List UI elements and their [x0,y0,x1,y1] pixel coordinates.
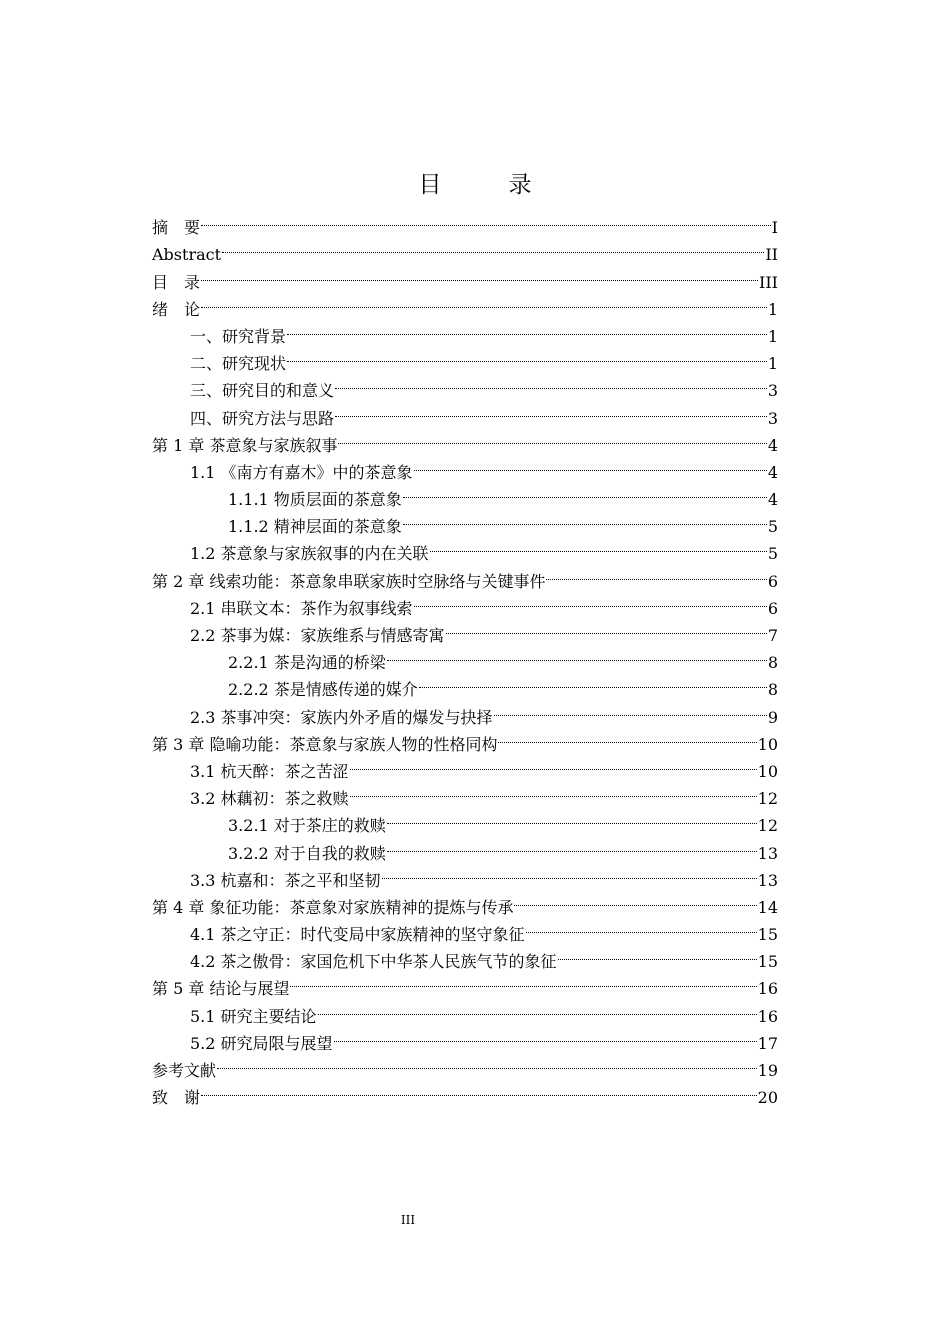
toc-dot-leader [414,451,767,478]
toc-dot-leader [430,532,767,559]
toc-entry-page: 4 [767,490,778,510]
toc-entry-page: III [759,272,778,292]
toc-entry-label: 第 4 章 象征功能：茶意象对家族精神的提炼与传承 [152,897,514,917]
toc-entry-page: 1 [767,299,778,319]
toc-entry-label: 4.1 茶之守正：时代变局中家族精神的坚守象征 [190,925,525,945]
toc-entry-page: II [765,245,778,265]
toc-entry-label: 二、研究现状 [190,354,287,374]
table-of-contents [152,206,778,1108]
toc-entry-page: 13 [757,870,778,890]
toc-entry-page: 19 [757,1061,778,1080]
toc-entry-page: 5 [767,544,778,564]
toc-entry-label: 一、研究背景 [190,326,287,346]
toc-entry-page: 8 [767,680,778,700]
toc-entry-page: 1 [767,326,778,346]
toc-dot-leader [387,804,757,831]
toc-dot-leader [201,288,767,315]
toc-entry-label: 1.1.2 精神层面的茶意象 [228,517,402,537]
toc-entry-label: 1.1.1 物质层面的茶意象 [228,490,402,510]
toc-entry-page: 10 [757,761,778,781]
toc-entry[interactable] [152,233,778,265]
toc-dot-leader [287,342,767,369]
toc-entry-page: 7 [767,626,778,645]
toc-dot-leader [494,695,767,722]
toc-entry[interactable] [152,206,778,238]
toc-entry-label: 2.1 串联文本：茶作为叙事线索 [190,598,413,618]
toc-entry-label: 第 2 章 线索功能：茶意象串联家族时空脉络与关键事件 [152,571,546,591]
toc-dot-leader [287,315,767,342]
toc-entry-label: 摘 要 [152,218,201,238]
toc-entry-label: 2.3 茶事冲突：家族内外矛盾的爆发与抉择 [190,707,493,727]
toc-entry-label: 3.2.1 对于茶庄的救赎 [228,816,386,836]
toc-entry-page: I [771,218,778,238]
toc-entry-label: 三、研究目的和意义 [190,381,335,401]
toc-entry-label: 2.2.1 茶是沟通的桥梁 [228,653,386,673]
page-title: 目 录 [418,172,554,198]
page-number-footer: III [400,1213,416,1227]
toc-dot-leader [403,505,767,532]
toc-dot-leader [498,723,756,750]
toc-dot-leader [514,886,756,913]
toc-entry-label: 目 录 [152,272,201,292]
toc-entry[interactable] [152,1049,778,1080]
toc-entry-label: 3.2 林藕初：茶之救赎 [190,789,349,809]
toc-dot-leader [419,668,767,695]
toc-entry-label: 四、研究方法与思路 [190,408,335,428]
toc-entry-page: 4 [767,435,778,455]
toc-entry-page: 12 [757,789,778,809]
toc-dot-leader [335,369,767,396]
toc-entry-page: 1 [767,354,778,374]
toc-entry-page: 9 [767,707,778,727]
toc-entry-label: 1.2 茶意象与家族叙事的内在关联 [190,544,429,564]
toc-entry-page: 15 [757,952,778,972]
toc-entry-label: 第 3 章 隐喻功能：茶意象与家族人物的性格同构 [152,734,498,754]
toc-entry-page: 3 [767,408,778,428]
toc-entry-label: 绪 论 [152,299,201,319]
toc-dot-leader [201,1076,757,1103]
toc-entry-label: 第 1 章 茶意象与家族叙事 [152,435,338,455]
toc-dot-leader [350,750,757,777]
toc-dot-leader [222,233,764,260]
toc-dot-leader [217,1049,757,1076]
toc-dot-leader [290,967,756,994]
toc-entry-label: 1.1 《南方有嘉木》中的茶意象 [190,462,413,482]
toc-dot-leader [414,587,767,614]
toc-dot-leader [335,396,767,423]
toc-entry-page: 16 [757,1006,778,1026]
toc-entry-label: 致 谢 [152,1088,201,1108]
toc-dot-leader [201,260,758,287]
toc-entry-label: 5.2 研究局限与展望 [190,1033,333,1053]
toc-entry-page: 20 [757,1088,778,1108]
toc-entry-page: 8 [767,653,778,673]
toc-dot-leader [318,994,757,1021]
toc-entry-label: 3.2.2 对于自我的救赎 [228,843,386,863]
toc-entry[interactable] [152,315,778,346]
toc-entry-label: 5.1 研究主要结论 [190,1006,317,1026]
toc-entry-label: 4.2 茶之傲骨：家国危机下中华茶人民族气节的象征 [190,952,557,972]
toc-entry[interactable] [152,1076,778,1108]
toc-dot-leader [350,777,757,804]
toc-entry-page: 6 [767,571,778,591]
toc-entry-page: 14 [757,897,778,917]
toc-dot-leader [382,859,757,886]
toc-entry-page: 17 [757,1033,778,1053]
toc-entry-label: 3.1 杭天醉：茶之苦涩 [190,761,349,781]
toc-dot-leader [546,559,766,586]
toc-dot-leader [334,1022,757,1049]
toc-entry-label: 参考文献 [152,1061,217,1080]
toc-entry-label: 2.2.2 茶是情感传递的媒介 [228,680,418,700]
toc-dot-leader [338,424,766,451]
toc-dot-leader [387,831,757,858]
toc-entry-page: 16 [757,979,778,999]
toc-dot-leader [558,940,757,967]
toc-entry-label: 第 5 章 结论与展望 [152,979,290,999]
toc-entry-label: 3.3 杭嘉和：茶之平和坚韧 [190,870,381,890]
toc-entry-page: 3 [767,381,778,401]
toc-entry-page: 4 [767,462,778,482]
toc-entry[interactable] [152,260,778,292]
toc-entry-page: 5 [767,517,778,537]
toc-entry-label: 2.2 茶事为媒：家族维系与情感寄寓 [190,626,445,645]
toc-entry-page: 15 [757,925,778,945]
toc-dot-leader [446,614,767,641]
toc-entry-page: 13 [757,843,778,863]
toc-entry-page: 12 [757,816,778,836]
toc-dot-leader [387,641,767,668]
toc-entry-label: Abstract [152,245,222,265]
toc-dot-leader [201,206,771,233]
toc-entry-page: 6 [767,598,778,618]
toc-dot-leader [526,913,757,940]
toc-dot-leader [403,478,767,505]
toc-entry-page: 10 [757,734,778,754]
toc-entry[interactable] [152,288,778,319]
